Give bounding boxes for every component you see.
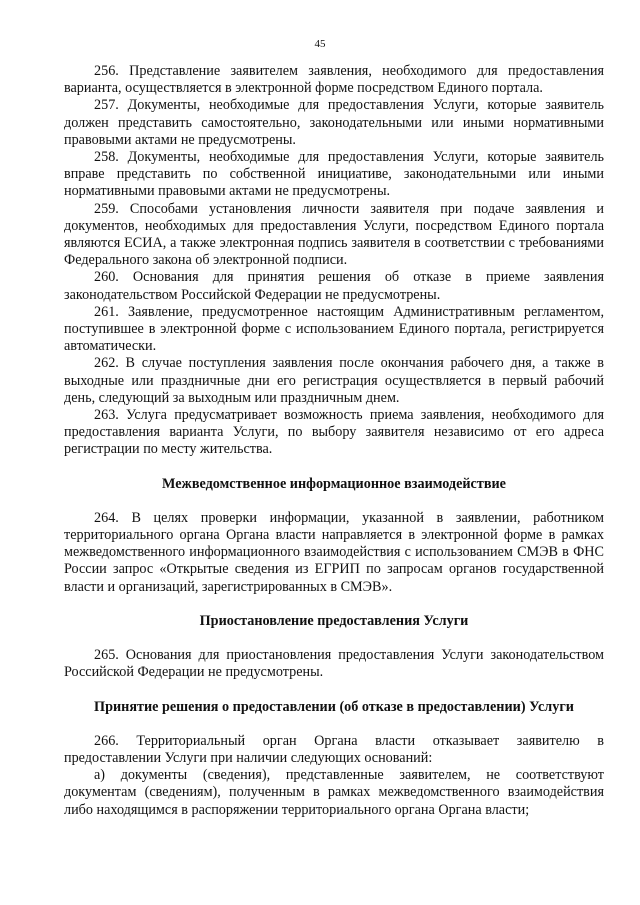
paragraph-262: 262. В случае поступления заявления после окончания рабочего дня, а также в выходные или праздничные дни его регистрация осуществляется в первый рабочий день, следующий за выходным или праздничным днем. <box>64 355 604 406</box>
paragraph-266-a: а) документы (сведения), представленные заявителем, не соответствуют документам (сведениям), полученным в рамках межведомственного взаимодействия либо находящимся в распоряжении территориального органа Органа власти; <box>64 767 604 818</box>
paragraph-257: 257. Документы, необходимые для предоставления Услуги, которые заявитель должен представить самостоятельно, законодательными или иными нормативными правовыми актами не предусмотрены. <box>64 97 604 148</box>
document-body <box>64 63 604 819</box>
paragraph-256: 256. Представление заявителем заявления, необходимого для предоставления варианта, осуществляется в электронной форме посредством Единого портала. <box>64 63 604 97</box>
section-heading-decision: Принятие решения о предоставлении (об отказе в предоставлении) Услуги <box>94 698 574 715</box>
section-heading-suspension: Приостановление предоставления Услуги <box>199 612 469 629</box>
paragraph-258: 258. Документы, необходимые для предоставления Услуги, которые заявитель вправе представить по собственной инициативе, законодательными или иными нормативными правовыми актами не предусмотрены. <box>64 149 604 200</box>
paragraph-261: 261. Заявление, предусмотренное настоящим Административным регламентом, поступившее в электронной форме с использованием Единого портала, регистрируется автоматически. <box>64 303 604 355</box>
paragraph-260: 260. Основания для принятия решения об отказе в приеме заявления законодательством Российской Федерации не предусмотрены. <box>64 269 604 303</box>
paragraph-266: 266. Территориальный орган Органа власти отказывает заявителю в предоставлении Услуги при наличии следующих оснований: <box>64 732 604 766</box>
paragraph-264: 264. В целях проверки информации, указанной в заявлении, работником территориального органа Органа власти направляется в электронной форме в рамках межведомственного информационного взаимодействия с использованием СМЭВ в ФНС России запрос «Открытые сведения из ЕГРИП по запросам органов государственной власти и организаций, зарегистрированных в СМЭВ». <box>64 509 604 595</box>
paragraph-263: 263. Услуга предусматривает возможность приема заявления, необходимого для предоставления варианта Услуги, по выбору заявителя независимо от его адреса регистрации по месту жительства. <box>64 407 604 458</box>
paragraph-265: 265. Основания для приостановления предоставления Услуги законодательством Российской Федерации не предусмотрены. <box>64 647 604 681</box>
section-heading-interagency: Межведомственное информационное взаимодействие <box>162 475 506 492</box>
page-number: 45 <box>314 38 326 50</box>
paragraph-259: 259. Способами установления личности заявителя при подаче заявления и документов, необходимых для предоставления Услуги, посредством Единого портала являются ЕСИА, а также электронная подпись заявителя в соответствии с требованиями Федерального закона об электронной подписи. <box>64 200 604 269</box>
